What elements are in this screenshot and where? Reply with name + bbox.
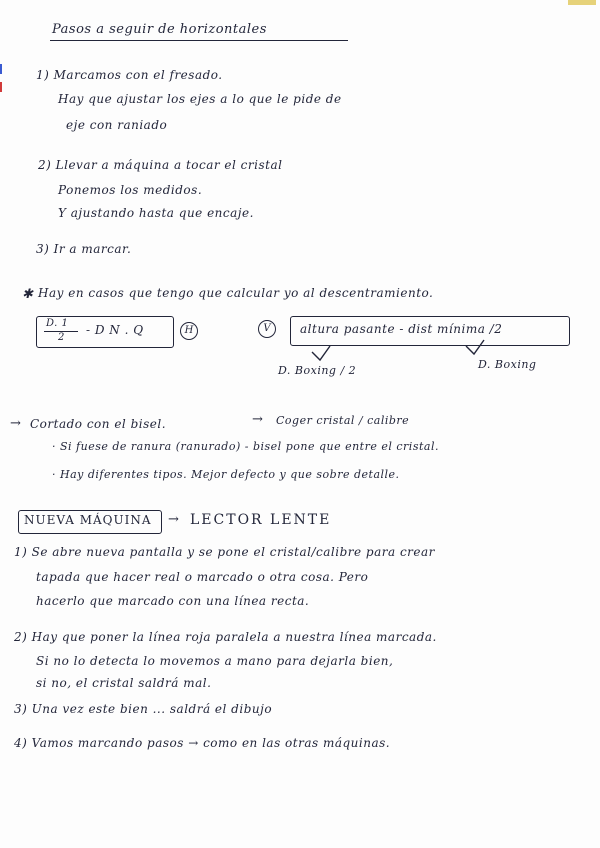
nueva-line-7: 3) Una vez este bien ... saldrá el dibujo (14, 702, 273, 716)
nueva-line-2: tapada que hacer real o marcado o otra cosa. Pero (36, 570, 369, 584)
step-1: 1) Marcamos con el fresado. (36, 68, 223, 82)
vertical-mark-circle: V (258, 320, 276, 338)
nueva-line-4: 2) Hay que poner la línea roja paralela a nuestra línea marcada. (14, 630, 437, 644)
formula-left-rest: - D N . Q (86, 323, 144, 337)
step-3: 3) Ir a marcar. (36, 242, 132, 256)
nueva-line-1: 1) Se abre nueva pantalla y se pone el cristal/calibre para crear (14, 545, 435, 559)
check-icon (312, 346, 330, 360)
step-2-detail-2: Y ajustando hasta que encaje. (58, 206, 254, 220)
bisel-line-2: · Si fuese de ranura (ranurado) - bisel pone que entre el cristal. (52, 440, 439, 453)
note-intro: Hay en casos que tengo que calcular yo al descentramiento. (38, 286, 434, 300)
nueva-maquina-label: NUEVA MÁQUINA (24, 513, 152, 527)
nueva-line-3: hacerlo que marcado con una línea recta. (36, 594, 310, 608)
nueva-line-5: Si no lo detecta lo movemos a mano para dejarla bien, (36, 654, 394, 668)
step-1-detail-2: eje con raniado (66, 118, 168, 132)
under-right-label: D. Boxing (478, 358, 537, 371)
bisel-line-3: · Hay diferentes tipos. Mejor defecto y que sobre detalle. (52, 468, 400, 481)
step-2: 2) Llevar a máquina a tocar el cristal (38, 158, 283, 172)
check-icon (466, 340, 484, 354)
step-2-detail: Ponemos los medidos. (58, 183, 203, 197)
right-arrow-icon: → (10, 416, 21, 431)
under-left-label: D. Boxing / 2 (278, 364, 357, 377)
right-arrow-icon: → (252, 412, 263, 427)
lector-lente-title: LECTOR LENTE (190, 512, 332, 528)
asterisk-icon: ✱ (22, 287, 33, 302)
formula-left-denominator: 2 (58, 332, 65, 343)
page-heading: Pasos a seguir de horizontales (52, 22, 267, 37)
nueva-line-8: 4) Vamos marcando pasos → como en las otras máquinas. (14, 736, 391, 750)
bisel-line-1-arrow: Coger cristal / calibre (276, 414, 410, 427)
bisel-line-1: Cortado con el bisel. (30, 417, 167, 431)
formula-right: altura pasante - dist mínima /2 (300, 322, 503, 336)
step-1-detail: Hay que ajustar los ejes a lo que le pide de (58, 92, 342, 106)
horizontal-mark-circle: H (180, 322, 198, 340)
nueva-line-6: si no, el cristal saldrá mal. (36, 676, 212, 690)
formula-left-numerator: D. 1 (46, 318, 69, 329)
right-arrow-icon: → (168, 512, 179, 527)
